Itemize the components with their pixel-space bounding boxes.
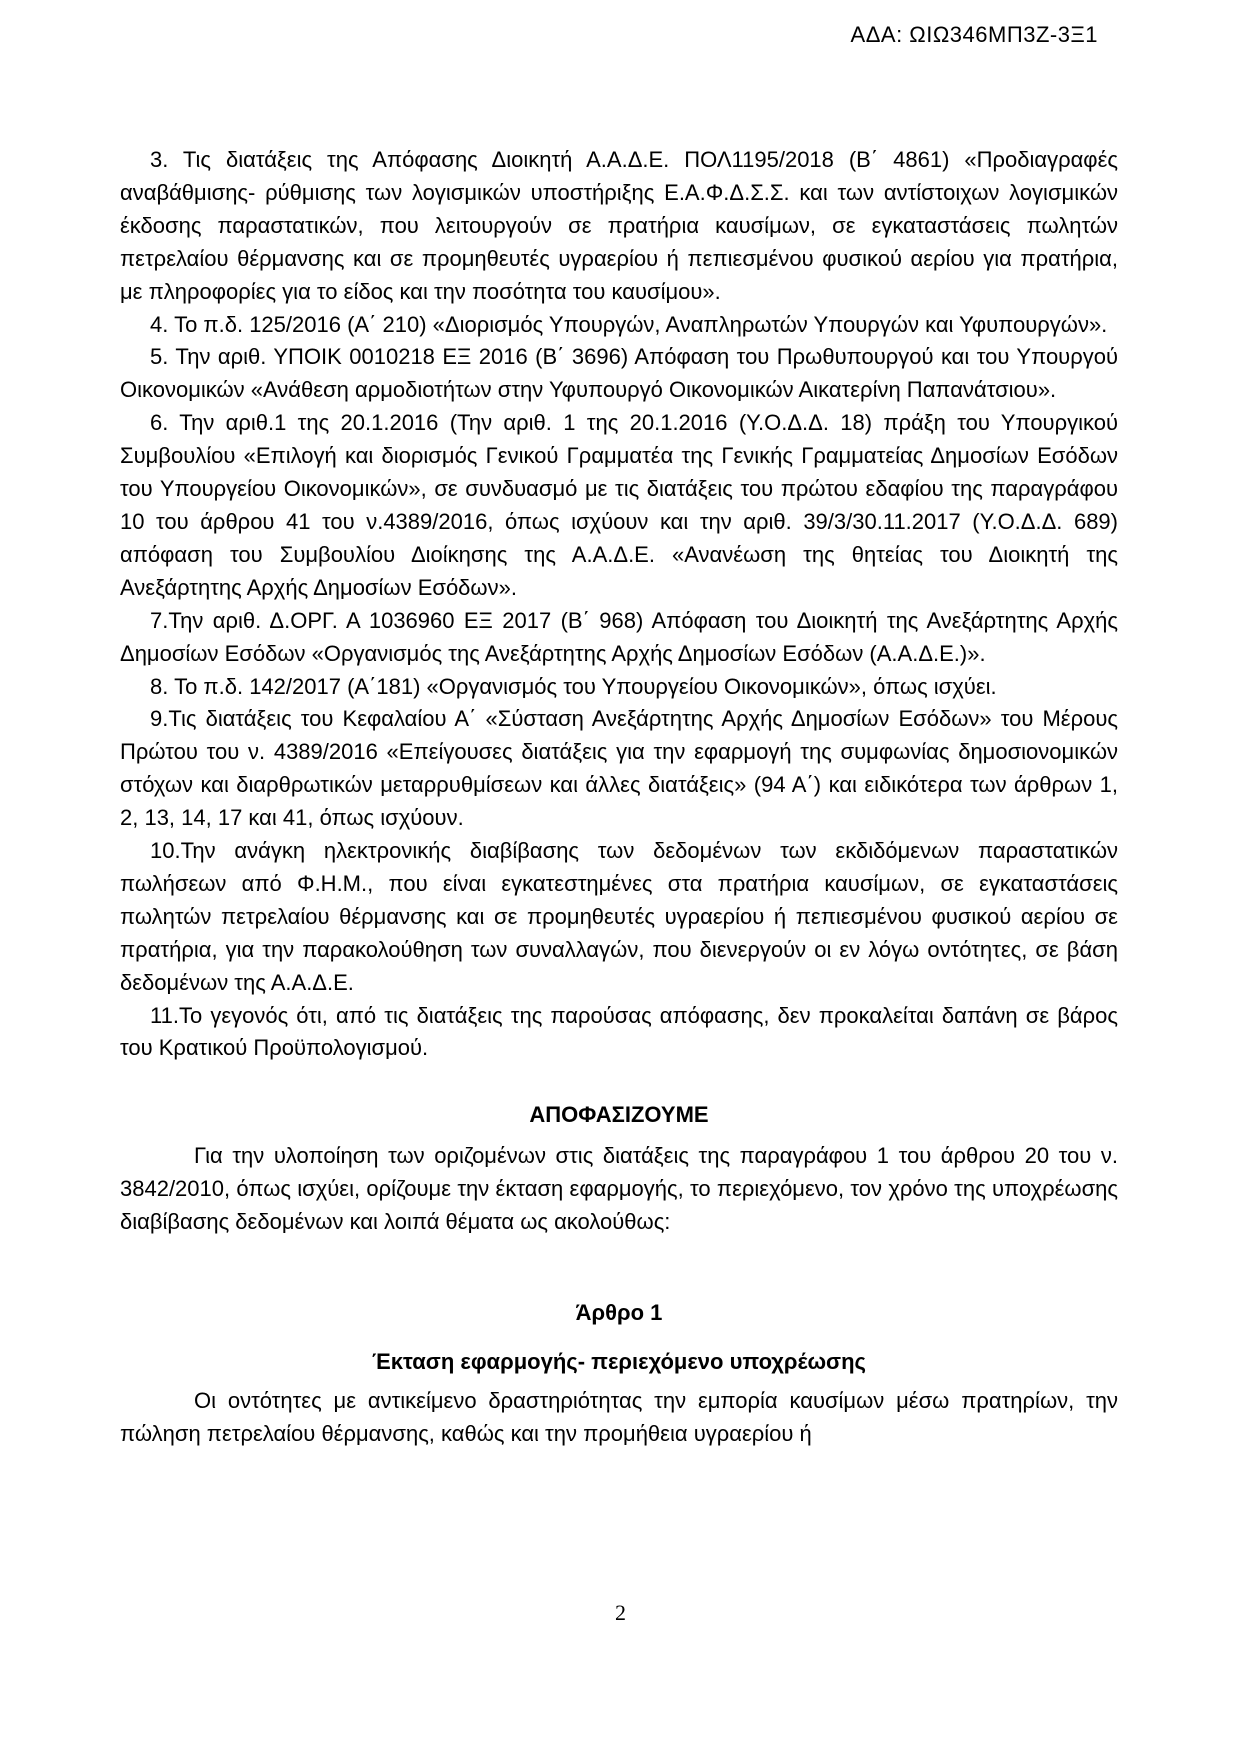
paragraph-8: 8. Το π.δ. 142/2017 (Α΄181) «Οργανισμός του Υπουργείου Οικονομικών», όπως ισχύει.: [150, 673, 997, 699]
paragraph-10: 10.Την ανάγκη ηλεκτρονικής διαβίβασης των δεδομένων των εκδιδόμενων παραστατικών πωλήσεων από Φ.Η.Μ., που είναι εγκατεστημένες στα πρατήρια καυσίμων, σε εγκαταστάσεις πωλητών πετρελαίου θέρμανσης και σε προμηθευτές υγραερίου ή πεπιεσμένου φυσικού αερίου σε πρατήρια, για την παρακολούθηση των συναλλαγών, που διενεργούν οι εν λόγω οντότητες, σε βάση δεδομένων της Α.Α.Δ.Ε.: [120, 838, 1118, 995]
decision-heading: ΑΠΟΦΑΣΙΖΟΥΜΕ: [529, 1102, 709, 1128]
article-number: Άρθρο 1: [575, 1300, 663, 1325]
paragraph-11: 11.Το γεγονός ότι, από τις διατάξεις της παρούσας απόφασης, δεν προκαλείται δαπάνη σε βάρος του Κρατικού Προϋπολογισμού.: [120, 1002, 1118, 1061]
ada-code: ΑΔΑ: ΩΙΩ346ΜΠ3Ζ-3Ξ1: [850, 22, 1098, 47]
article-title: Έκταση εφαρμογής- περιεχόμενο υποχρέωσης: [372, 1348, 866, 1374]
document-body: [120, 144, 1118, 1451]
paragraph-9: 9.Τις διατάξεις του Κεφαλαίου Α΄ «Σύσταση Ανεξάρτητης Αρχής Δημοσίων Εσόδων» του Μέρους Πρώτου του ν. 4389/2016 «Επείγουσες διατάξεις για την εφαρμογή της συμφωνίας δημοσιονομικών στόχων και διαρθρωτικών μεταρρυθμίσεων και άλλες διατάξεις» (94 Α΄) και ειδικότερα των άρθρων 1, 2, 13, 14, 17 και 41, όπως ισχύουν.: [120, 706, 1118, 831]
page-number: 2: [615, 1600, 626, 1625]
decision-text: Για την υλοποίηση των οριζομένων στις διατάξεις της παραγράφου 1 του άρθρου 20 του ν. 3842/2010, όπως ισχύει, ορίζουμε την έκταση εφαρμογής, το περιεχόμενο, τον χρόνο της υποχρέωσης διαβίβασης δεδομένων και λοιπά θέματα ως ακολούθως:: [120, 1143, 1118, 1235]
paragraph-4: 4. Το π.δ. 125/2016 (Α΄ 210) «Διορισμός Υπουργών, Αναπληρωτών Υπουργών και Υφυπουργών».: [150, 311, 1108, 337]
paragraph-7: 7.Την αριθ. Δ.ΟΡΓ. Α 1036960 ΕΞ 2017 (Β΄ 968) Απόφαση του Διοικητή της Ανεξάρτητης Αρχής Δημοσίων Εσόδων «Οργανισμός της Ανεξάρτητης Αρχής Δημοσίων Εσόδων (Α.Α.Δ.Ε.)».: [120, 607, 1118, 666]
paragraph-3: 3. Τις διατάξεις της Απόφασης Διοικητή Α.Α.Δ.Ε. ΠΟΛ1195/2018 (Β΄ 4861) «Προδιαγραφές αναβάθμισης- ρύθμισης των λογισμικών υποστήριξης Ε.Α.Φ.Δ.Σ.Σ. και των αντίστοιχων λογισμικών έκδοσης παραστατικών, που λειτουργούν σε πρατήρια καυσίμων, σε εγκαταστάσεις πωλητών πετρελαίου θέρμανσης και σε προμηθευτές υγραερίου ή πεπιεσμένου φυσικού αερίου για πρατήρια, με πληροφορίες για το είδος και την ποσότητα του καυσίμου».: [120, 147, 1118, 304]
article-text: Οι οντότητες με αντικείμενο δραστηριότητας την εμπορία καυσίμων μέσω πρατηρίων, την πώληση πετρελαίου θέρμανσης, καθώς και την προμήθεια υγραερίου ή: [120, 1387, 1118, 1446]
paragraph-5: 5. Την αριθ. ΥΠΟΙΚ 0010218 ΕΞ 2016 (Β΄ 3696) Απόφαση του Πρωθυπουργού και του Υπουργού Οικονομικών «Ανάθεση αρμοδιοτήτων στην Υφυπουργό Οικονομικών Αικατερίνη Παπανάτσιου».: [120, 344, 1118, 403]
paragraph-6: 6. Την αριθ.1 της 20.1.2016 (Την αριθ. 1 της 20.1.2016 (Υ.Ο.Δ.Δ. 18) πράξη του Υπουργικού Συμβουλίου «Επιλογή και διορισμός Γενικού Γραμματέα της Γενικής Γραμματείας Δημοσίων Εσόδων του Υπουργείου Οικονομικών», σε συνδυασμό με τις διατάξεις του πρώτου εδαφίου της παραγράφου 10 του άρθρου 41 του ν.4389/2016, όπως ισχύουν και την αριθ. 39/3/30.11.2017 (Υ.Ο.Δ.Δ. 689) απόφαση του Συμβουλίου Διοίκησης της Α.Α.Δ.Ε. «Ανανέωση της θητείας του Διοικητή της Ανεξάρτητης Αρχής Δημοσίων Εσόδων».: [120, 410, 1118, 600]
